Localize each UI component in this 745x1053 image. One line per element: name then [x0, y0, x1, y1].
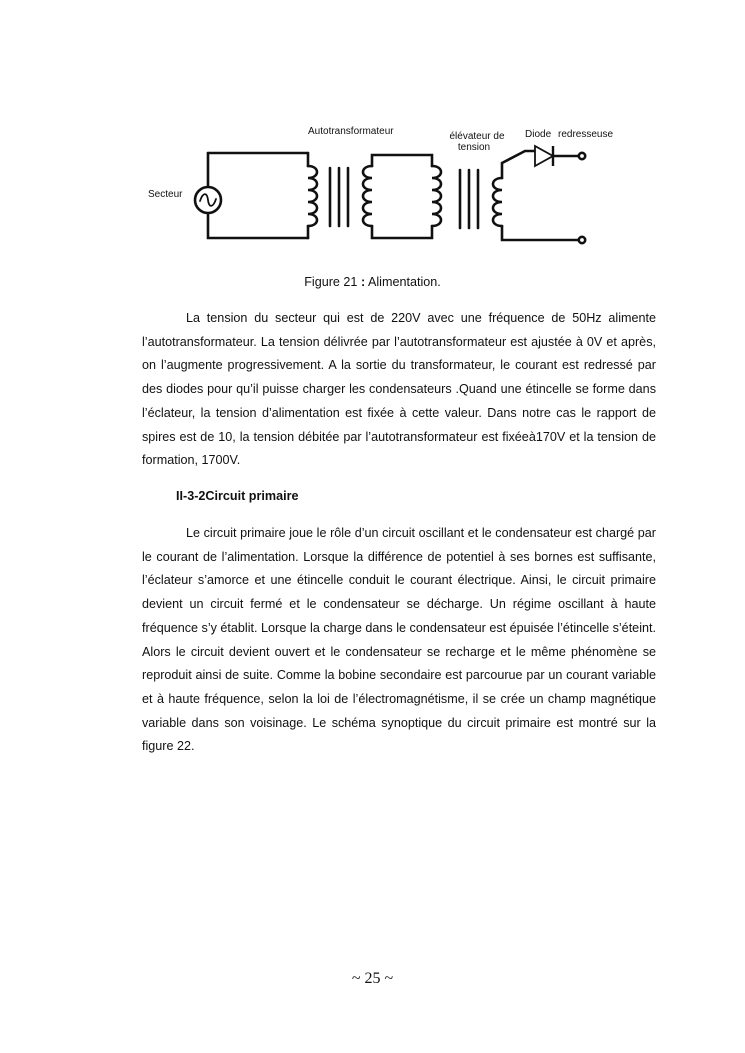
label-elevateur-line2: tension: [457, 142, 491, 153]
paragraph-circuit-primaire: [142, 522, 656, 759]
primary-coil-1: [308, 166, 317, 226]
caption-text: Alimentation.: [367, 275, 441, 289]
figure-caption: [0, 275, 745, 289]
mains-loop-wire: [208, 153, 308, 238]
label-redresseuse: redresseuse: [558, 129, 614, 140]
label-secteur: Secteur: [148, 189, 183, 200]
secondary-coil-2: [493, 178, 502, 226]
middle-loop-top-wire: [372, 155, 432, 166]
label-autotransformateur: Autotransformateur: [308, 126, 394, 137]
label-diode: Diode: [525, 129, 552, 140]
primary-coil-2: [432, 166, 441, 226]
secondary-coil-1: [363, 166, 372, 226]
paragraph-2-text: Le circuit primaire joue le rôle d’un circuit oscillant et le condensateur est chargé par le courant de l’alimentation. Lorsque la différence de potentiel à ses bornes est suffisante, l’éclateur s’amorce et une étincelle conduit le courant électrique. Ainsi, le circuit primaire devient un circuit fermé et le condensateur se décharge. Un régime oscillant à haute fréquence s’y établit. Lorsque la charge dans le condensateur est épuisée l’étincelle s’éteint. Alors le circuit devient ouvert et le condensateur se recharge et le même phénomène se reproduit ainsi de suite. Comme la bobine secondaire est parcourue par un courant variable et à haute fréquence, selon la loi de l’électromagnétisme, il se crée un champ magnétique variable dans son voisinage. Le schéma synoptique du circuit primaire est montré sur la figure 22.: [142, 526, 656, 754]
output-bottom-wire: [502, 226, 578, 240]
output-terminal-bottom: [579, 237, 585, 243]
caption-prefix: Figure 21: [304, 275, 358, 289]
middle-loop-bottom-wire: [372, 226, 432, 238]
paragraph-alimentation: [142, 307, 656, 473]
page-number: ~ 25 ~: [351, 970, 394, 987]
power-supply-circuit-diagram: [140, 118, 640, 258]
caption-separator: :: [360, 275, 366, 289]
output-top-wire: [502, 151, 537, 178]
section-heading: II-3-2Circuit primaire: [176, 489, 299, 503]
diode-icon: [535, 146, 553, 166]
output-terminal-top: [579, 153, 585, 159]
paragraph-1-text: La tension du secteur qui est de 220V avec une fréquence de 50Hz alimente l’autotransformateur. La tension délivrée par l’autotransformateur est ajustée à 0V et après, on l’augmente progressivement. A la sortie du transformateur, le courant est redressé par des diodes pour qu’il puisse charger les condensateurs .Quand une étincelle se forme dans l’éclateur, la tension d’alimentation est fixée à cette valeur. Dans notre cas le rapport de spires est de 10, la tension débitée par l’autotransformateur est fixéeà170V et la tension de formation, 1700V.: [142, 311, 656, 468]
label-elevateur-line1: élévateur de: [449, 131, 505, 142]
